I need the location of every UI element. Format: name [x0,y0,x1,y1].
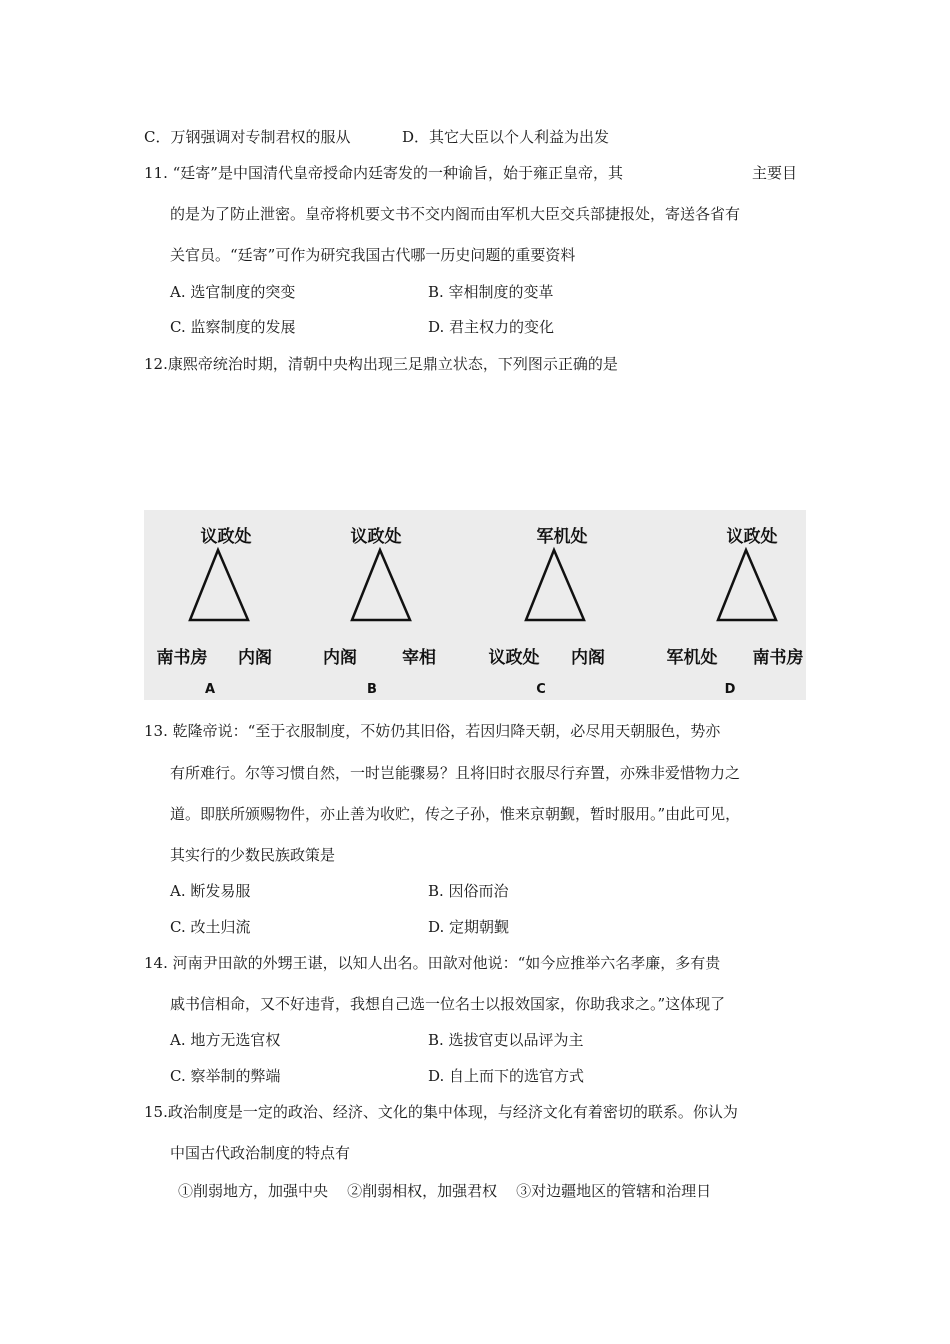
q11-stem-line3: 关官员。“廷寄”可作为研究我国古代哪一历史问题的重要资料 [170,246,576,264]
diagram-a [157,526,273,697]
q11-stem-line1-tail: 主要目 [752,164,798,182]
q13-option-b: B. 因俗而治 [428,882,509,900]
q13-stem-line1: 13. 乾隆帝说：“至于衣服制度，不妨仍其旧俗，若因归降天朝，必尽用天朝服色，势亦 [144,722,721,740]
q14-stem-line2: 戚书信相命，又不好违背，我想自己选一位名士以报效国家，你助我求之。”这体现了 [170,995,726,1013]
diagram-d-right: 南书房 [752,648,804,668]
q13-stem-line2: 有所难行。尔等习惯自然，一时岂能骤易？且将旧时衣服尽行弃置，亦殊非爱惜物力之 [170,764,741,782]
triangle-b [352,550,410,620]
q11-option-b: B. 宰相制度的变革 [428,283,554,301]
q11-stem-line2: 的是为了防止泄密。皇帝将机要文书不交内阁而由军机大臣交兵部捷报处，寄送各省有 [170,205,741,223]
q11-option-c: C. 监察制度的发展 [170,318,296,336]
q12-stem: 12.康熙帝统治时期，清朝中央构出现三足鼎立状态，下列图示正确的是 [144,355,618,373]
q12-diagram-figure [144,510,806,700]
q15-stem-line1: 15.政治制度是一定的政治、经济、文化的集中体现，与经济文化有着密切的联系。你认为 [144,1103,738,1121]
q13-option-a: A. 断发易服 [170,882,251,900]
diagram-a-left: 南书房 [156,648,208,668]
diagram-d-letter: D [724,682,736,697]
q15-items: ①削弱地方，加强中央 ②削弱相权，加强君权 ③对边疆地区的管辖和治理日 [178,1182,712,1200]
q13-stem-line4: 其实行的少数民族政策是 [170,846,336,864]
diagram-b [323,526,436,697]
diagram-b-right: 宰相 [402,648,436,668]
diagram-c-letter: C [536,682,546,697]
triangle-d [718,550,776,620]
diagram-a-letter: A [204,682,216,697]
q14-stem-line1: 14. 河南尹田歆的外甥王谌，以知人出名。田歆对他说：“如今应推举六名孝廉，多有贵 [144,954,721,972]
q10-option-c: C．万钢强调对专制君权的服从 [144,128,351,146]
diagram-a-top: 议政处 [200,527,252,547]
q10-option-d: D．其它大臣以个人利益为出发 [402,128,610,146]
q13-stem-line3: 道。即朕所颁赐物件，亦止善为收贮，传之子孙，惟来京朝觐，暂时服用。”由此可见， [170,805,741,823]
diagram-c-right: 内阁 [571,648,605,668]
triangle-a [190,550,248,620]
diagram-b-top: 议政处 [350,527,402,547]
q14-option-d: D. 自上而下的选官方式 [428,1067,585,1085]
diagram-c-top: 军机处 [536,527,588,547]
q13-option-d: D. 定期朝觐 [428,918,510,936]
q11-option-a: A. 选官制度的突变 [170,283,296,301]
q13-option-c: C. 改土归流 [170,918,251,936]
diagram-d [667,526,804,697]
q11-stem-line1: 11. “廷寄”是中国清代皇帝授命内廷寄发的一种谕旨，始于雍正皇帝，其 [144,164,623,182]
diagram-d-left: 军机处 [666,648,718,668]
diagram-c-left: 议政处 [488,648,540,668]
diagram-b-left: 内阁 [323,648,357,668]
q11-option-d: D. 君主权力的变化 [428,318,555,336]
q15-stem-line2: 中国古代政治制度的特点有 [170,1144,351,1162]
q14-option-c: C. 察举制的弊端 [170,1067,281,1085]
diagram-c [489,526,606,697]
diagram-a-right: 内阁 [238,648,272,668]
q14-option-a: A. 地方无选官权 [170,1031,281,1049]
q14-option-b: B. 选拔官吏以品评为主 [428,1031,584,1049]
diagram-b-letter-text: B [367,682,377,697]
diagram-d-top: 议政处 [726,527,778,547]
triangle-c [526,550,584,620]
